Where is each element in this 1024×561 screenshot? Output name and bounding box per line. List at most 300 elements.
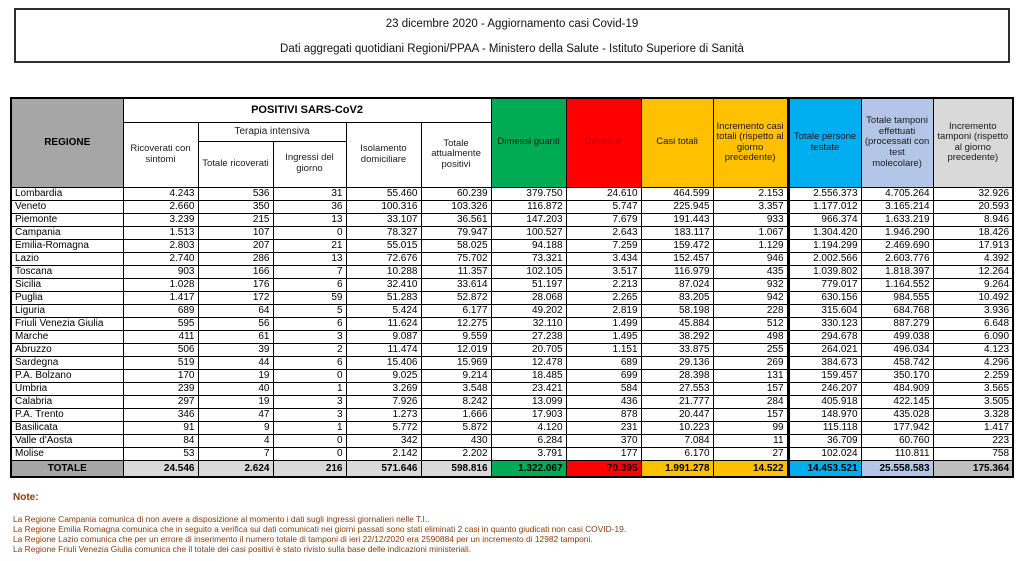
- cell-value: 9.264: [933, 278, 1013, 291]
- table-row: [11, 239, 1013, 252]
- cell-value: 2.469.690: [861, 239, 933, 252]
- cell-value: 3.936: [933, 304, 1013, 317]
- cell-value: 59: [273, 291, 346, 304]
- cell-value: 9.559: [421, 330, 491, 343]
- cell-value: 166: [198, 265, 273, 278]
- cell-value: 29.136: [641, 356, 713, 369]
- cell-value: 28.068: [491, 291, 566, 304]
- cell-value: 1.028: [123, 278, 198, 291]
- cell-value: 1.151: [566, 343, 641, 356]
- cell-value: 946: [713, 252, 788, 265]
- cell-value: 191.443: [641, 213, 713, 226]
- group-header-positivi-sars-cov2: POSITIVI SARS-CoV2: [123, 98, 491, 122]
- cell-value: 21: [273, 239, 346, 252]
- cell-value: 1.818.397: [861, 265, 933, 278]
- cell-value: 177.942: [861, 421, 933, 434]
- cell-value: 3.517: [566, 265, 641, 278]
- cell-value: 72.676: [346, 252, 421, 265]
- cell-value: 8.242: [421, 395, 491, 408]
- column-header-totale-ricoverati: Totale ricoverati: [198, 141, 273, 187]
- cell-value: 15.969: [421, 356, 491, 369]
- cell-value: 2.803: [123, 239, 198, 252]
- table-row: [11, 226, 1013, 239]
- cell-value: 32.110: [491, 317, 566, 330]
- cell-value: 1.177.012: [788, 200, 861, 213]
- column-header-incremento-casi-totali: Incremento casi totali (rispetto al giorno precedente): [713, 98, 788, 187]
- cell-value: 87.024: [641, 278, 713, 291]
- cell-value: 84: [123, 434, 198, 447]
- column-header-isolamento-domiciliare: Isolamento domiciliare: [346, 122, 421, 187]
- cell-value: 7.084: [641, 434, 713, 447]
- cell-value: 3: [273, 330, 346, 343]
- cell-value: 51.283: [346, 291, 421, 304]
- cell-value: 18.426: [933, 226, 1013, 239]
- region-name: Lombardia: [11, 187, 123, 200]
- region-name: Toscana: [11, 265, 123, 278]
- column-header-casi-totali: Casi totali: [641, 98, 713, 187]
- cell-value: 60.760: [861, 434, 933, 447]
- cell-value: 47: [198, 408, 273, 421]
- cell-value: 2.142: [346, 447, 421, 460]
- cell-value: 177: [566, 447, 641, 460]
- cell-value: 512: [713, 317, 788, 330]
- column-header-regione: REGIONE: [11, 98, 123, 187]
- table-row: [11, 434, 1013, 447]
- cell-value: 330.123: [788, 317, 861, 330]
- cell-value: 100.316: [346, 200, 421, 213]
- cell-value: 1.417: [933, 421, 1013, 434]
- cell-value: 1.633.219: [861, 213, 933, 226]
- cell-value: 6.177: [421, 304, 491, 317]
- total-cell-value: 175.364: [933, 460, 1013, 477]
- cell-value: 1.946.290: [861, 226, 933, 239]
- cell-value: 11: [713, 434, 788, 447]
- cell-value: 44: [198, 356, 273, 369]
- table-row: [11, 187, 1013, 200]
- table-body: [11, 187, 1013, 460]
- cell-value: 40: [198, 382, 273, 395]
- cell-value: 384.673: [788, 356, 861, 369]
- cell-value: 4: [198, 434, 273, 447]
- cell-value: 39: [198, 343, 273, 356]
- cell-value: 2: [273, 343, 346, 356]
- cell-value: 3.548: [421, 382, 491, 395]
- cell-value: 36: [273, 200, 346, 213]
- cell-value: 984.555: [861, 291, 933, 304]
- table-row: [11, 252, 1013, 265]
- group-header-terapia-intensiva: Terapia intensiva: [198, 122, 346, 141]
- cell-value: 3: [273, 408, 346, 421]
- cell-value: 297: [123, 395, 198, 408]
- cell-value: 878: [566, 408, 641, 421]
- cell-value: 36.561: [421, 213, 491, 226]
- cell-value: 7.259: [566, 239, 641, 252]
- cell-value: 3.165.214: [861, 200, 933, 213]
- cell-value: 584: [566, 382, 641, 395]
- cell-value: 346: [123, 408, 198, 421]
- cell-value: 7: [198, 447, 273, 460]
- cell-value: 33.107: [346, 213, 421, 226]
- region-name: Veneto: [11, 200, 123, 213]
- table-row: [11, 304, 1013, 317]
- cell-value: 7.679: [566, 213, 641, 226]
- cell-value: 630.156: [788, 291, 861, 304]
- cell-value: 499.038: [861, 330, 933, 343]
- cell-value: 264.021: [788, 343, 861, 356]
- cell-value: 758: [933, 447, 1013, 460]
- report-title-box: [14, 8, 1010, 63]
- cell-value: 56: [198, 317, 273, 330]
- cell-value: 5.747: [566, 200, 641, 213]
- cell-value: 1.273: [346, 408, 421, 421]
- cell-value: 350.170: [861, 369, 933, 382]
- cell-value: 207: [198, 239, 273, 252]
- region-name: Molise: [11, 447, 123, 460]
- cell-value: 24.610: [566, 187, 641, 200]
- total-cell-value: 571.646: [346, 460, 421, 477]
- cell-value: 269: [713, 356, 788, 369]
- table-row: [11, 265, 1013, 278]
- note-line: La Regione Emilia Romagna comunica che in seguito a verifica sui dati comunicati nei giorni passati sono stati eliminati 2 casi in quanto giudicati non casi COVID-19.: [13, 524, 627, 534]
- cell-value: 36.709: [788, 434, 861, 447]
- cell-value: 458.742: [861, 356, 933, 369]
- cell-value: 370: [566, 434, 641, 447]
- cell-value: 1.039.802: [788, 265, 861, 278]
- cell-value: 3.505: [933, 395, 1013, 408]
- cell-value: 116.979: [641, 265, 713, 278]
- cell-value: 430: [421, 434, 491, 447]
- cell-value: 6.284: [491, 434, 566, 447]
- table-row: [11, 369, 1013, 382]
- cell-value: 28.398: [641, 369, 713, 382]
- cell-value: 435: [713, 265, 788, 278]
- cell-value: 2.265: [566, 291, 641, 304]
- cell-value: 99: [713, 421, 788, 434]
- column-header-totale-attualmente-positivi: Totale attualmente positivi: [421, 122, 491, 187]
- cell-value: 11.474: [346, 343, 421, 356]
- cell-value: 75.702: [421, 252, 491, 265]
- cell-value: 1.067: [713, 226, 788, 239]
- cell-value: 1.666: [421, 408, 491, 421]
- cell-value: 33.614: [421, 278, 491, 291]
- table-row: [11, 395, 1013, 408]
- cell-value: 3.328: [933, 408, 1013, 421]
- cell-value: 4.705.264: [861, 187, 933, 200]
- cell-value: 183.117: [641, 226, 713, 239]
- cell-value: 13.099: [491, 395, 566, 408]
- cell-value: 1.417: [123, 291, 198, 304]
- table-row: [11, 317, 1013, 330]
- notes-section: [13, 492, 1003, 554]
- cell-value: 464.599: [641, 187, 713, 200]
- cell-value: 887.279: [861, 317, 933, 330]
- cell-value: 246.207: [788, 382, 861, 395]
- cell-value: 21.777: [641, 395, 713, 408]
- cell-value: 152.457: [641, 252, 713, 265]
- cell-value: 379.750: [491, 187, 566, 200]
- total-cell-value: 2.624: [198, 460, 273, 477]
- cell-value: 9.214: [421, 369, 491, 382]
- region-name: Basilicata: [11, 421, 123, 434]
- cell-value: 1.164.552: [861, 278, 933, 291]
- cell-value: 27.238: [491, 330, 566, 343]
- cell-value: 18.485: [491, 369, 566, 382]
- cell-value: 13: [273, 213, 346, 226]
- cell-value: 147.203: [491, 213, 566, 226]
- cell-value: 1.495: [566, 330, 641, 343]
- cell-value: 116.872: [491, 200, 566, 213]
- cell-value: 225.945: [641, 200, 713, 213]
- cell-value: 20.447: [641, 408, 713, 421]
- cell-value: 1.129: [713, 239, 788, 252]
- cell-value: 78.327: [346, 226, 421, 239]
- cell-value: 172: [198, 291, 273, 304]
- column-header-ricoverati-con-sintomi: Ricoverati con sintomi: [123, 122, 198, 187]
- total-cell-value: 25.558.583: [861, 460, 933, 477]
- cell-value: 1: [273, 382, 346, 395]
- cell-value: 3.791: [491, 447, 566, 460]
- cell-value: 6.170: [641, 447, 713, 460]
- cell-value: 506: [123, 343, 198, 356]
- cell-value: 17.903: [491, 408, 566, 421]
- cell-value: 2.213: [566, 278, 641, 291]
- cell-value: 20.593: [933, 200, 1013, 213]
- cell-value: 536: [198, 187, 273, 200]
- cell-value: 3.239: [123, 213, 198, 226]
- cell-value: 110.811: [861, 447, 933, 460]
- cell-value: 4.392: [933, 252, 1013, 265]
- cell-value: 32.410: [346, 278, 421, 291]
- cell-value: 519: [123, 356, 198, 369]
- cell-value: 17.913: [933, 239, 1013, 252]
- note-line: La Regione Lazio comunica che per un errore di inserimento il numero totale di tamponi di ieri 22/12/2020 era 2590884 per un incremento di 12982 tamponi.: [13, 534, 593, 544]
- cell-value: 83.205: [641, 291, 713, 304]
- total-cell-value: 24.546: [123, 460, 198, 477]
- cell-value: 699: [566, 369, 641, 382]
- cell-value: 6: [273, 317, 346, 330]
- cell-value: 435.028: [861, 408, 933, 421]
- cell-value: 12.275: [421, 317, 491, 330]
- cell-value: 58.198: [641, 304, 713, 317]
- cell-value: 11.357: [421, 265, 491, 278]
- total-cell-value: 14.522: [713, 460, 788, 477]
- cell-value: 4.296: [933, 356, 1013, 369]
- cell-value: 32.926: [933, 187, 1013, 200]
- table-row: [11, 408, 1013, 421]
- cell-value: 5: [273, 304, 346, 317]
- cell-value: 3.357: [713, 200, 788, 213]
- table-row: [11, 200, 1013, 213]
- table-row: [11, 382, 1013, 395]
- table-row: [11, 343, 1013, 356]
- cell-value: 315.604: [788, 304, 861, 317]
- cell-value: 4.243: [123, 187, 198, 200]
- cell-value: 159.472: [641, 239, 713, 252]
- region-name: Emilia-Romagna: [11, 239, 123, 252]
- cell-value: 284: [713, 395, 788, 408]
- cell-value: 157: [713, 382, 788, 395]
- cell-value: 148.970: [788, 408, 861, 421]
- cell-value: 103.326: [421, 200, 491, 213]
- region-name: Liguria: [11, 304, 123, 317]
- cell-value: 223: [933, 434, 1013, 447]
- cell-value: 4.123: [933, 343, 1013, 356]
- cell-value: 10.288: [346, 265, 421, 278]
- table-row: [11, 291, 1013, 304]
- cell-value: 2.153: [713, 187, 788, 200]
- column-header-totale-persone-testate: Totale persone testate: [788, 98, 861, 187]
- cell-value: 6: [273, 356, 346, 369]
- cell-value: 903: [123, 265, 198, 278]
- cell-value: 31: [273, 187, 346, 200]
- total-cell-value: 14.453.521: [788, 460, 861, 477]
- cell-value: 5.872: [421, 421, 491, 434]
- cell-value: 1: [273, 421, 346, 434]
- cell-value: 422.145: [861, 395, 933, 408]
- table-row: [11, 421, 1013, 434]
- cell-value: 60.239: [421, 187, 491, 200]
- cell-value: 2.643: [566, 226, 641, 239]
- notes-heading: Note:: [13, 492, 39, 503]
- cell-value: 350: [198, 200, 273, 213]
- cell-value: 7.926: [346, 395, 421, 408]
- cell-value: 684.768: [861, 304, 933, 317]
- cell-value: 13: [273, 252, 346, 265]
- table-row: [11, 356, 1013, 369]
- cell-value: 11.624: [346, 317, 421, 330]
- region-name: Umbria: [11, 382, 123, 395]
- cell-value: 9: [198, 421, 273, 434]
- cell-value: 942: [713, 291, 788, 304]
- cell-value: 10.492: [933, 291, 1013, 304]
- total-cell-value: 216: [273, 460, 346, 477]
- cell-value: 100.527: [491, 226, 566, 239]
- cell-value: 58.025: [421, 239, 491, 252]
- region-name: Abruzzo: [11, 343, 123, 356]
- cell-value: 496.034: [861, 343, 933, 356]
- region-name: Valle d'Aosta: [11, 434, 123, 447]
- cell-value: 4.120: [491, 421, 566, 434]
- cell-value: 7: [273, 265, 346, 278]
- cell-value: 3.269: [346, 382, 421, 395]
- region-name: Piemonte: [11, 213, 123, 226]
- cell-value: 294.678: [788, 330, 861, 343]
- cell-value: 94.188: [491, 239, 566, 252]
- cell-value: 52.872: [421, 291, 491, 304]
- cell-value: 3: [273, 395, 346, 408]
- cell-value: 20.705: [491, 343, 566, 356]
- cell-value: 61: [198, 330, 273, 343]
- cell-value: 176: [198, 278, 273, 291]
- cell-value: 15.406: [346, 356, 421, 369]
- cell-value: 689: [566, 356, 641, 369]
- column-header-deceduti: Deceduti: [566, 98, 641, 187]
- cell-value: 49.202: [491, 304, 566, 317]
- cell-value: 933: [713, 213, 788, 226]
- cell-value: 19: [198, 395, 273, 408]
- cell-value: 12.264: [933, 265, 1013, 278]
- total-cell-value: 1.991.278: [641, 460, 713, 477]
- cell-value: 215: [198, 213, 273, 226]
- region-name: Sicilia: [11, 278, 123, 291]
- cell-value: 131: [713, 369, 788, 382]
- cell-value: 2.002.566: [788, 252, 861, 265]
- cell-value: 55.460: [346, 187, 421, 200]
- cell-value: 27.553: [641, 382, 713, 395]
- cell-value: 2.259: [933, 369, 1013, 382]
- cell-value: 255: [713, 343, 788, 356]
- cell-value: 5.772: [346, 421, 421, 434]
- cell-value: 3.434: [566, 252, 641, 265]
- cell-value: 79.947: [421, 226, 491, 239]
- region-name: Puglia: [11, 291, 123, 304]
- cell-value: 2.660: [123, 200, 198, 213]
- column-header-incremento-tamponi: Incremento tamponi (rispetto al giorno precedente): [933, 98, 1013, 187]
- cell-value: 170: [123, 369, 198, 382]
- cell-value: 286: [198, 252, 273, 265]
- cell-value: 6.090: [933, 330, 1013, 343]
- cell-value: 102.105: [491, 265, 566, 278]
- cell-value: 498: [713, 330, 788, 343]
- region-name: Calabria: [11, 395, 123, 408]
- cell-value: 966.374: [788, 213, 861, 226]
- cell-value: 2.202: [421, 447, 491, 460]
- total-cell-value: 1.322.067: [491, 460, 566, 477]
- cell-value: 33.875: [641, 343, 713, 356]
- cell-value: 45.884: [641, 317, 713, 330]
- region-name: Friuli Venezia Giulia: [11, 317, 123, 330]
- cell-value: 0: [273, 226, 346, 239]
- cell-value: 6: [273, 278, 346, 291]
- cell-value: 159.457: [788, 369, 861, 382]
- column-header-ingressi-del-giorno: Ingressi del giorno: [273, 141, 346, 187]
- cell-value: 64: [198, 304, 273, 317]
- cell-value: 12.478: [491, 356, 566, 369]
- cell-value: 239: [123, 382, 198, 395]
- cell-value: 231: [566, 421, 641, 434]
- cell-value: 1.513: [123, 226, 198, 239]
- cell-value: 115.118: [788, 421, 861, 434]
- cell-value: 19: [198, 369, 273, 382]
- column-header-dimessi-guariti: Dimessi guariti: [491, 98, 566, 187]
- cell-value: 2.556.373: [788, 187, 861, 200]
- table-row: [11, 447, 1013, 460]
- cell-value: 342: [346, 434, 421, 447]
- column-header-totale-tamponi: Totale tamponi effettuati (processati con test molecolare): [861, 98, 933, 187]
- region-name: Campania: [11, 226, 123, 239]
- cell-value: 53: [123, 447, 198, 460]
- cell-value: 51.197: [491, 278, 566, 291]
- cell-value: 91: [123, 421, 198, 434]
- cell-value: 9.087: [346, 330, 421, 343]
- cell-value: 405.918: [788, 395, 861, 408]
- cell-value: 2.603.776: [861, 252, 933, 265]
- cell-value: 2.819: [566, 304, 641, 317]
- cell-value: 689: [123, 304, 198, 317]
- table-row: [11, 330, 1013, 343]
- cell-value: 3.565: [933, 382, 1013, 395]
- note-line: La Regione Campania comunica di non avere a disposizione al momento i dati sugli ingressi giornalieri nelle T.I..: [13, 514, 430, 524]
- report-title-line1: 23 dicembre 2020 - Aggiornamento casi Covid-19: [385, 18, 639, 30]
- cell-value: 9.025: [346, 369, 421, 382]
- note-line: La Regione Friuli Venezia Giulia comunica che il totale dei casi positivi è stato rivisto sulla base delle indicazioni ministeriali.: [13, 544, 472, 554]
- cell-value: 0: [273, 369, 346, 382]
- cell-value: 0: [273, 447, 346, 460]
- cell-value: 779.017: [788, 278, 861, 291]
- table-row: [11, 278, 1013, 291]
- cell-value: 55.015: [346, 239, 421, 252]
- total-cell-value: 598.816: [421, 460, 491, 477]
